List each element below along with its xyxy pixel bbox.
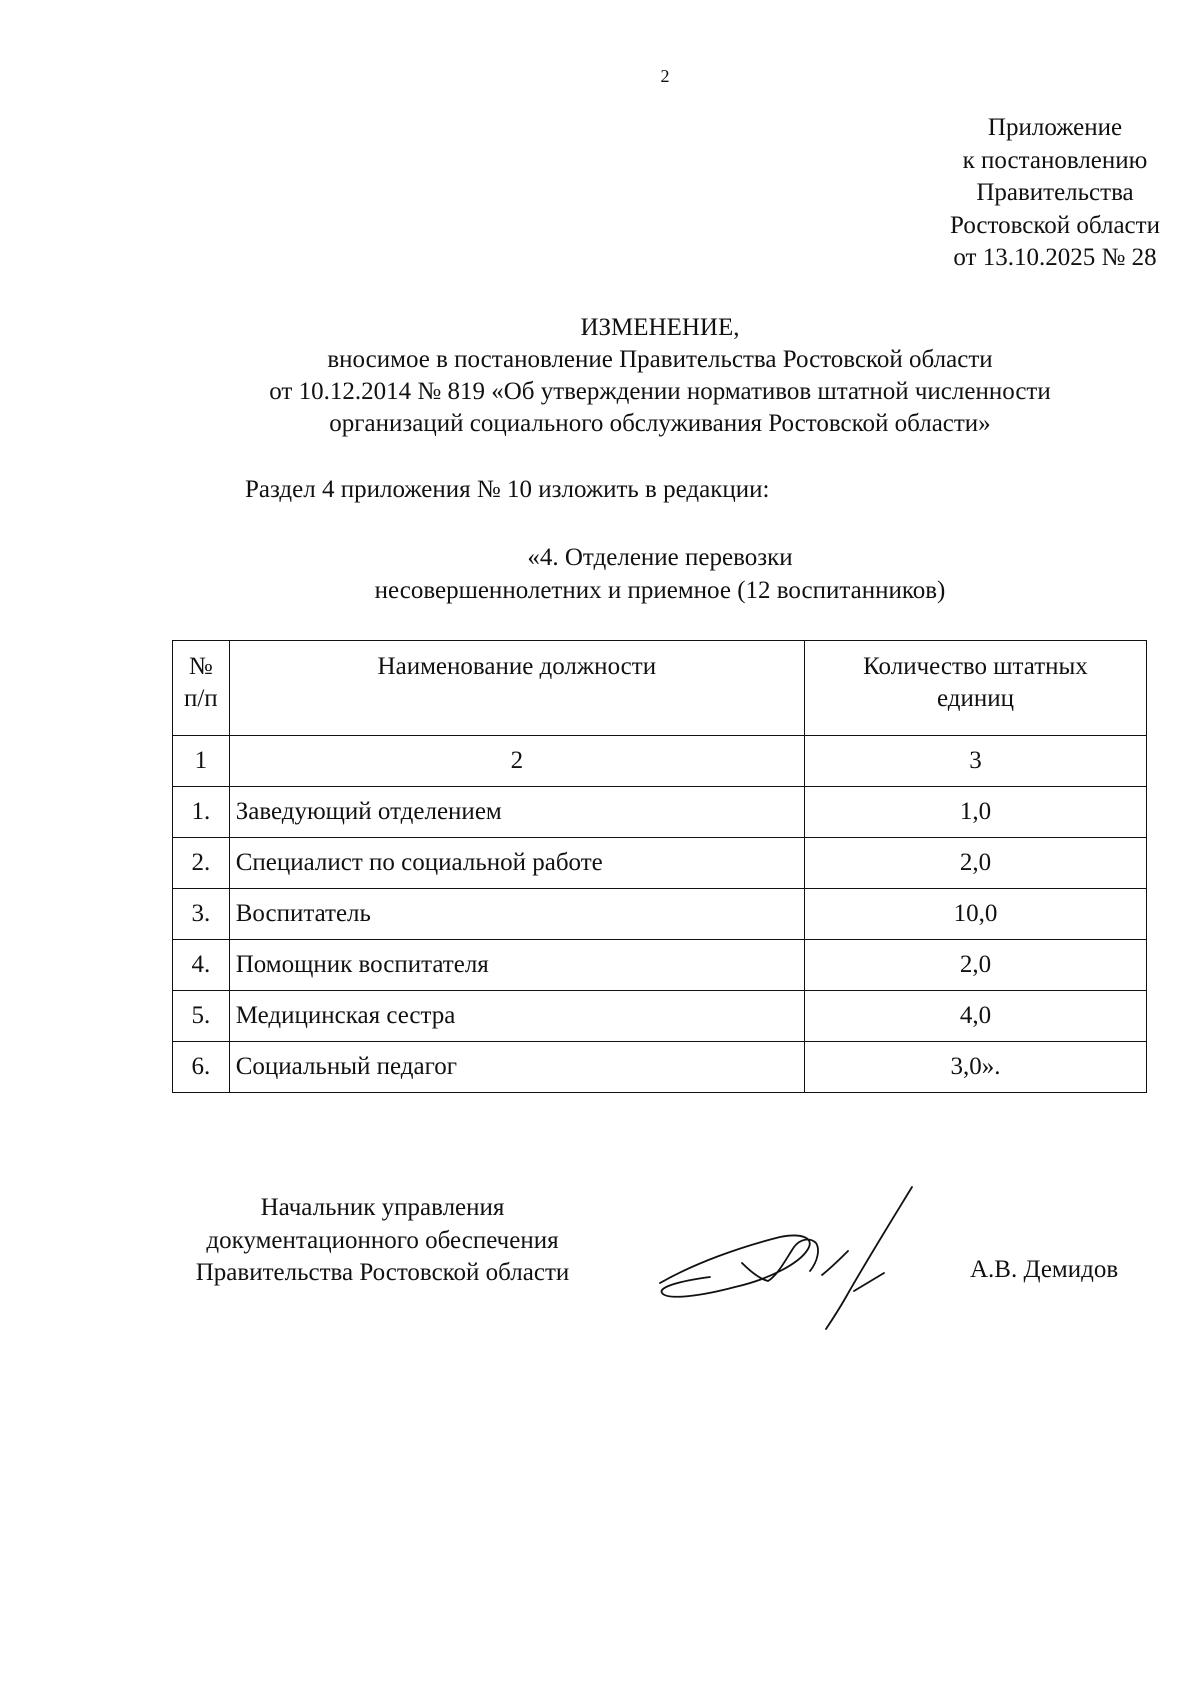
signer-name: А.В. Демидов bbox=[970, 1256, 1119, 1283]
header-number-line: п/п bbox=[183, 685, 218, 712]
appendix-block bbox=[840, 112, 1200, 275]
row-number: 1. bbox=[173, 787, 230, 838]
header-number-line: № bbox=[188, 653, 213, 680]
staff-table bbox=[172, 640, 1147, 1093]
index-cell: 3 bbox=[804, 736, 1146, 787]
appendix-line: от 13.10.2025 № 28 bbox=[953, 244, 1157, 271]
signer-title-line: Начальник управления bbox=[260, 1194, 505, 1221]
table-row bbox=[173, 991, 1147, 1042]
header-quantity-line: Количество штатных bbox=[863, 653, 1088, 680]
row-quantity: 10,0 bbox=[804, 889, 1146, 940]
row-quantity: 2,0 bbox=[804, 838, 1146, 889]
appendix-line: Ростовской области bbox=[950, 211, 1160, 239]
row-number: 2. bbox=[173, 838, 230, 889]
row-number: 6. bbox=[173, 1042, 230, 1093]
table-index-row bbox=[173, 736, 1147, 787]
header-number bbox=[173, 641, 230, 736]
row-quantity: 2,0 bbox=[804, 940, 1146, 991]
row-position: Специалист по социальной работе bbox=[229, 838, 804, 889]
row-position: Помощник воспитателя bbox=[229, 940, 804, 991]
header-quantity-line: единиц bbox=[936, 685, 1014, 712]
title-line: организаций социального обслуживания Ростовской области» bbox=[329, 410, 991, 437]
row-position: Медицинская сестра bbox=[229, 991, 804, 1042]
index-cell: 2 bbox=[229, 736, 804, 787]
index-cell: 1 bbox=[173, 736, 230, 787]
row-position: Воспитатель bbox=[229, 889, 804, 940]
row-quantity: 4,0 bbox=[804, 991, 1146, 1042]
row-quantity: 1,0 bbox=[804, 787, 1146, 838]
section-title-line: «4. Отделение перевозки bbox=[527, 544, 793, 571]
appendix-line: Приложение bbox=[987, 114, 1123, 141]
header-position-name: Наименование должности bbox=[229, 641, 804, 736]
table-row bbox=[173, 787, 1147, 838]
section-title bbox=[260, 542, 1060, 607]
title-heading: ИЗМЕНЕНИЕ, bbox=[580, 314, 740, 341]
row-position: Социальный педагог bbox=[229, 1042, 804, 1093]
document-title bbox=[160, 312, 1160, 440]
header-quantity bbox=[804, 641, 1146, 736]
table-row bbox=[173, 889, 1147, 940]
table-header-row bbox=[173, 641, 1147, 736]
section-title-line: несовершеннолетних и приемное (12 воспитанников) bbox=[374, 576, 946, 604]
table-row bbox=[173, 940, 1147, 991]
title-line: вносимое в постановление Правительства Ростовской области bbox=[327, 346, 993, 373]
row-number: 4. bbox=[173, 940, 230, 991]
signer-title-line: Правительства Ростовской области bbox=[195, 1259, 570, 1286]
handwritten-signature bbox=[650, 1175, 940, 1335]
row-number: 3. bbox=[173, 889, 230, 940]
appendix-line: к постановлению bbox=[962, 146, 1148, 174]
row-position: Заведующий отделением bbox=[229, 787, 804, 838]
signer-title bbox=[165, 1192, 600, 1290]
title-line: от 10.12.2014 № 819 «Об утверждении нормативов штатной численности bbox=[269, 378, 1051, 405]
table-row bbox=[173, 1042, 1147, 1093]
row-quantity: 3,0». bbox=[804, 1042, 1146, 1093]
signer-title-line: документационного обеспечения bbox=[206, 1226, 559, 1254]
page-number: 2 bbox=[660, 66, 670, 86]
instruction-text: Раздел 4 приложения № 10 изложить в редакции: bbox=[245, 476, 770, 503]
table-row bbox=[173, 838, 1147, 889]
appendix-line: Правительства bbox=[976, 179, 1134, 206]
row-number: 5. bbox=[173, 991, 230, 1042]
